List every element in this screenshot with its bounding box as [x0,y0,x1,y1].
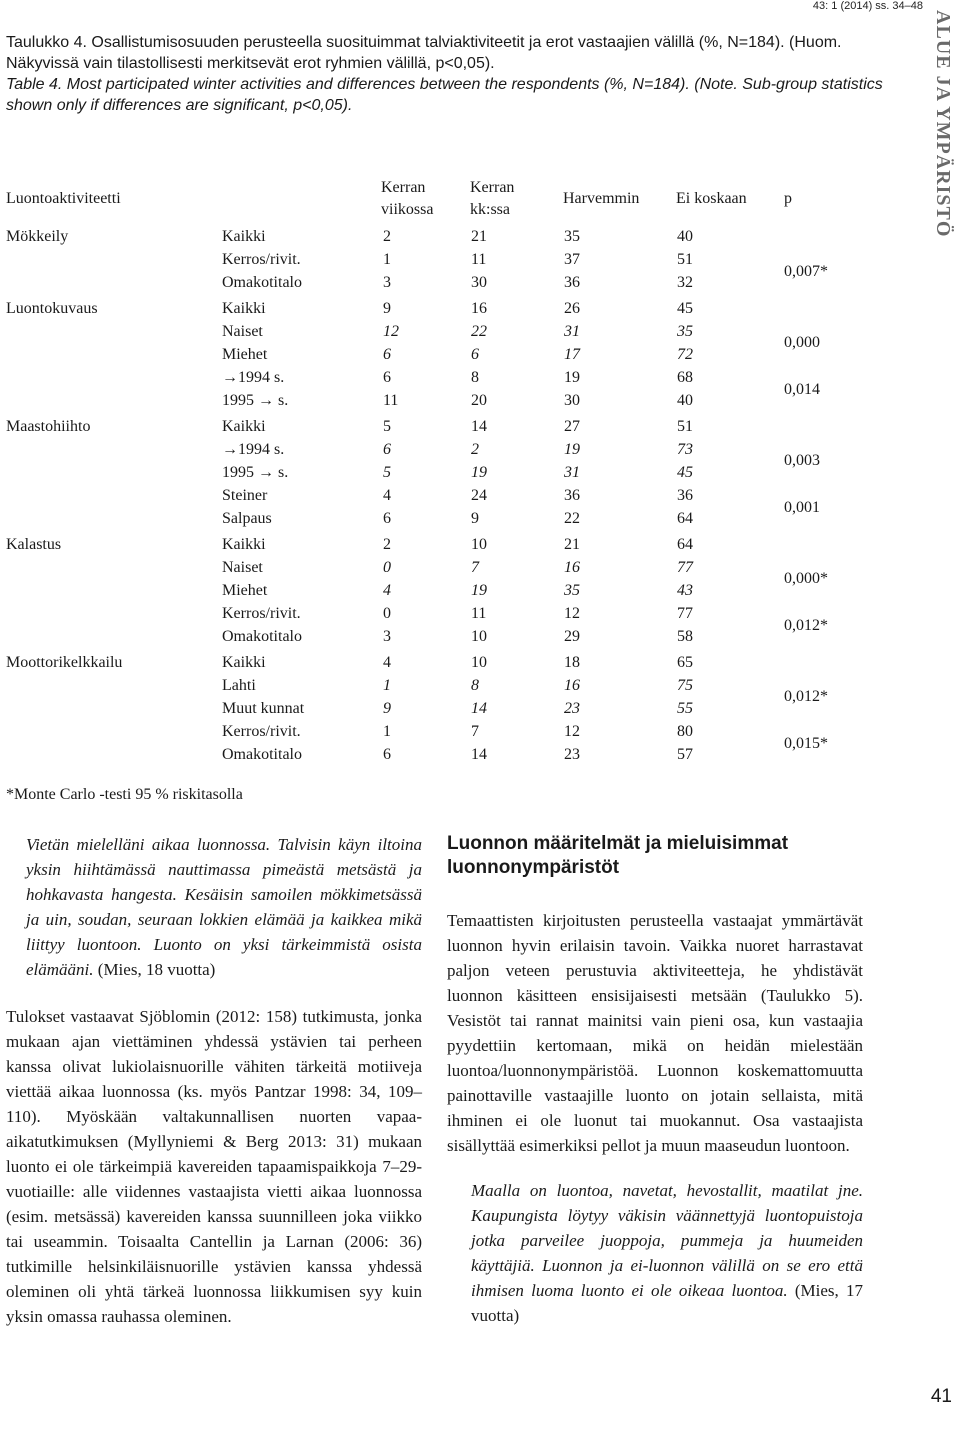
value-cell: 11 [471,251,487,269]
value-cell: 23 [564,700,580,717]
table-footnote: *Monte Carlo -testi 95 % riskitasolla [6,786,243,803]
value-cell: 4 [383,653,391,671]
value-cell: 7 [471,558,479,576]
section-side-title: ALUE JA YMPÄRISTÖ [932,10,954,238]
value-cell: 14 [471,700,487,717]
value-cell: 36 [677,487,693,505]
value-cell: 21 [471,228,487,245]
value-cell: 57 [677,746,693,764]
left-column [6,832,422,1329]
col-p: p [784,190,792,207]
value-cell: 8 [471,676,479,694]
group-name: Steiner [222,487,268,505]
value-cell: 19 [471,582,487,599]
p-value: 0,012* [784,616,828,634]
value-cell: 9 [383,700,391,717]
value-cell: 3 [383,274,391,292]
right-body [447,908,863,1328]
value-cell: 14 [471,746,487,764]
value-cell: 27 [564,417,580,435]
value-cell: 40 [677,392,693,410]
value-cell: 9 [471,510,479,528]
group-name: Kaikki [222,653,266,671]
value-cell: 7 [471,723,479,741]
value-cell: 29 [564,628,580,646]
value-cell: 3 [383,628,391,646]
section-heading: Luonnon määritelmät ja mieluisimmat luonnonympäristöt [447,833,789,878]
value-cell: 6 [383,440,391,458]
value-cell: 31 [564,322,580,340]
group-name: Kaikki [222,228,266,245]
value-cell: 6 [383,369,391,387]
value-cell: 45 [677,299,693,317]
p-value: 0,014 [784,380,820,398]
value-cell: 64 [677,535,693,553]
value-cell: 75 [677,676,693,694]
value-cell: 8 [471,369,479,387]
value-cell: 40 [677,228,693,245]
value-cell: 30 [564,392,580,410]
right-quote-attribution: (Mies, 17 vuotta) [471,1281,863,1325]
value-cell: 68 [677,369,693,387]
value-cell: 77 [677,558,693,576]
value-cell: 5 [383,464,391,481]
value-cell: 26 [564,299,580,317]
group-name: Naiset [222,322,263,340]
value-cell: 21 [564,535,580,553]
right-column [447,832,863,1328]
group-name: Omakotitalo [222,628,302,646]
col-activity: Luontoaktiviteetti [6,190,121,207]
activity-name: Luontokuvaus [6,299,98,317]
value-cell: 10 [471,535,487,553]
group-name: 1995 → s. [222,464,289,481]
value-cell: 30 [471,274,487,292]
value-cell: 1 [383,723,391,741]
value-cell: 32 [677,274,693,292]
p-value: 0,012* [784,688,828,706]
value-cell: 16 [564,558,580,576]
group-name: Muut kunnat [222,700,305,717]
value-cell: 6 [471,346,479,363]
value-cell: 65 [677,653,693,671]
right-quote-paragraph [447,1178,863,1328]
right-paragraph: Temaattisten kirjoitusten perusteella vastaajat ymmärtävät luonnon hyvin erilaisin tavoin. Vaikka nuoret harrastavat paljon veteen perustuvia aktiviteetteja, he yhdistävät luonnon käsitteen ensisijaisesti metsään (Taulukko 5). Vesistöt tai rannat mainitsi vain pieni osa, kun vastaajia pyydettiin kertomaan, mikä on heidän mielestään luontoa/luonnonympäristöä. Luonnon koskemattomuutta painottaville vastaajille luonto on jotain sellaista, mitä ihminen ei ole luonut tai muokannut. Osa vastaajista sisällyttää esimerkiksi pellot ja muun maaseudun luontoon. [447,911,863,1155]
col-monthly-line1: Kerran [470,179,515,196]
value-cell: 12 [383,322,399,340]
value-cell: 0 [383,558,391,576]
value-cell: 37 [564,251,580,269]
group-name: 1995 → s. [222,392,289,410]
value-cell: 51 [677,417,693,435]
value-cell: 73 [677,440,693,458]
value-cell: 10 [471,628,487,646]
group-name: Kaikki [222,535,266,553]
quote-text: Vietän mielelläni aikaa luonnossa. Talvisin käyn iltoina yksin hiihtämässä nauttimassa pimeästä metsästä ja hohkavasta hangesta. Kesäisin samoilen mökkimetsässä ja uin, soudan, seuraan lokkien elämää ja kaikkea mikä liittyy luontoon. Luonto on yksi tärkeimmistä osista elämääni. [26,835,422,979]
value-cell: 6 [383,346,391,363]
value-cell: 16 [564,676,580,694]
value-cell: 12 [564,723,580,741]
activity-name: Kalastus [6,535,62,553]
value-cell: 12 [564,605,580,623]
col-rarely: Harvemmin [563,190,640,207]
col-monthly-line2: kk:ssa [470,201,510,218]
value-cell: 24 [471,487,487,505]
activity-name: Moottorikelkkailu [6,653,123,671]
group-name: Kaikki [222,299,266,317]
value-cell: 4 [383,487,391,505]
quote-paragraph [6,832,422,982]
value-cell: 18 [564,653,580,671]
value-cell: 36 [564,487,580,505]
value-cell: 0 [383,605,391,623]
value-cell: 43 [677,582,693,599]
group-name: Lahti [222,676,256,694]
caption-english: Table 4. Most participated winter activities and differences between the respondents (%, N=184). (Note. Sub-group statistics shown only if differences are significant, p<0,05). [6,76,883,114]
value-cell: 77 [677,605,693,623]
value-cell: 35 [677,322,693,340]
p-value: 0,003 [784,452,820,470]
value-cell: 20 [471,392,487,410]
value-cell: 16 [471,299,487,317]
value-cell: 5 [383,417,391,435]
value-cell: 22 [471,322,487,340]
caption-finnish: Taulukko 4. Osallistumisosuuden perusteella suosituimmat talviaktiviteetit ja erot vastaajien välillä (%, N=184). (Huom. Näkyvissä vain tilastollisesti merkitsevät erot ryhmien välillä, p<0,05). [6,34,842,72]
value-cell: 2 [383,228,391,245]
value-cell: 10 [471,653,487,671]
group-name: →1994 s. [222,369,285,387]
group-name: Omakotitalo [222,746,302,764]
value-cell: 80 [677,723,693,741]
value-cell: 6 [383,510,391,528]
value-cell: 6 [383,746,391,764]
p-value: 0,000 [784,334,820,352]
col-never: Ei koskaan [676,190,747,207]
value-cell: 36 [564,274,580,292]
activity-name: Maastohiihto [6,417,91,435]
value-cell: 64 [677,510,693,528]
body-paragraph: Tulokset vastaavat Sjöblomin (2012: 158) tutkimusta, jonka mukaan ajan viettäminen yhdessä ystävien tai perheen kanssa olivat lukiolaisnuorille vähiten tärkeitä motiiveja viettää aikaa luonnossa (ks. myös Pantzar 1998: 34, 109–110). Myöskään valtakunnallisen nuorten vapaa-aikatutkimuksen (Myllyniemi & Berg 2013: 31) mukaan luonto ei ole tärkeimpiä kavereiden tapaamispaikkoja 7–29-vuotiaille: alle viidennes vastaajista vietti aikaa luonnossa (esim. metsässä) kavereiden kanssa suunnilleen joka viikko tai useammin. Toisaalta Cantellin ja Larnan (2006: 36) tutkimille helsinkiläisnuorille ystävien kanssa yhdessä oleminen oli yhtä tärkeä luonnossa liikkumisen syy kuin yksin omassa rauhassa oleminen. [6,1007,422,1326]
value-cell: 1 [383,676,391,694]
p-value: 0,015* [784,734,828,752]
p-value: 0,001 [784,498,820,516]
group-name: Salpaus [222,510,272,528]
value-cell: 35 [564,228,580,245]
value-cell: 35 [564,582,580,599]
group-name: Miehet [222,582,268,599]
value-cell: 19 [564,440,580,458]
right-quote-text: Maalla on luontoa, navetat, hevostallit, maatilat jne. Kaupungista löytyy väkisin väännettyjä luontopuistoja jotka parveilee juoppoja, pummeja ja huumeiden käyttäjiä. Luonnon ja ei-luonnon välillä on se ero että ihmisen luoma luonto ei ole oikeaa luontoa. [471,1181,863,1300]
value-cell: 11 [383,392,399,410]
value-cell: 23 [564,746,580,764]
value-cell: 17 [564,346,580,363]
group-name: Naiset [222,558,263,576]
group-name: →1994 s. [222,440,285,458]
journal-reference: 43: 1 (2014) ss. 34–48 [812,0,923,12]
col-weekly-line1: Kerran [381,179,426,196]
group-name: Kaikki [222,417,266,435]
value-cell: 22 [564,510,580,528]
group-name: Miehet [222,346,268,363]
page-number: 41 [930,1386,952,1407]
quote-attribution: (Mies, 18 vuotta) [93,960,216,979]
p-value: 0,000* [784,570,828,588]
group-name: Kerros/rivit. [222,251,301,269]
activity-name: Mökkeily [6,228,69,245]
group-name: Omakotitalo [222,274,302,292]
group-name: Kerros/rivit. [222,723,301,741]
p-value: 0,007* [784,262,828,280]
table-caption [6,32,886,116]
value-cell: 9 [383,299,391,317]
value-cell: 4 [383,582,391,599]
col-weekly-line2: viikossa [381,201,434,218]
value-cell: 2 [383,535,391,553]
value-cell: 55 [677,700,693,717]
value-cell: 2 [471,440,479,458]
value-cell: 72 [677,346,693,363]
value-cell: 45 [677,464,693,481]
value-cell: 14 [471,417,487,435]
group-name: Kerros/rivit. [222,605,301,623]
value-cell: 19 [471,464,487,481]
value-cell: 1 [383,251,391,269]
value-cell: 19 [564,369,580,387]
value-cell: 11 [471,605,487,623]
value-cell: 31 [564,464,580,481]
value-cell: 58 [677,628,693,646]
value-cell: 51 [677,251,693,269]
